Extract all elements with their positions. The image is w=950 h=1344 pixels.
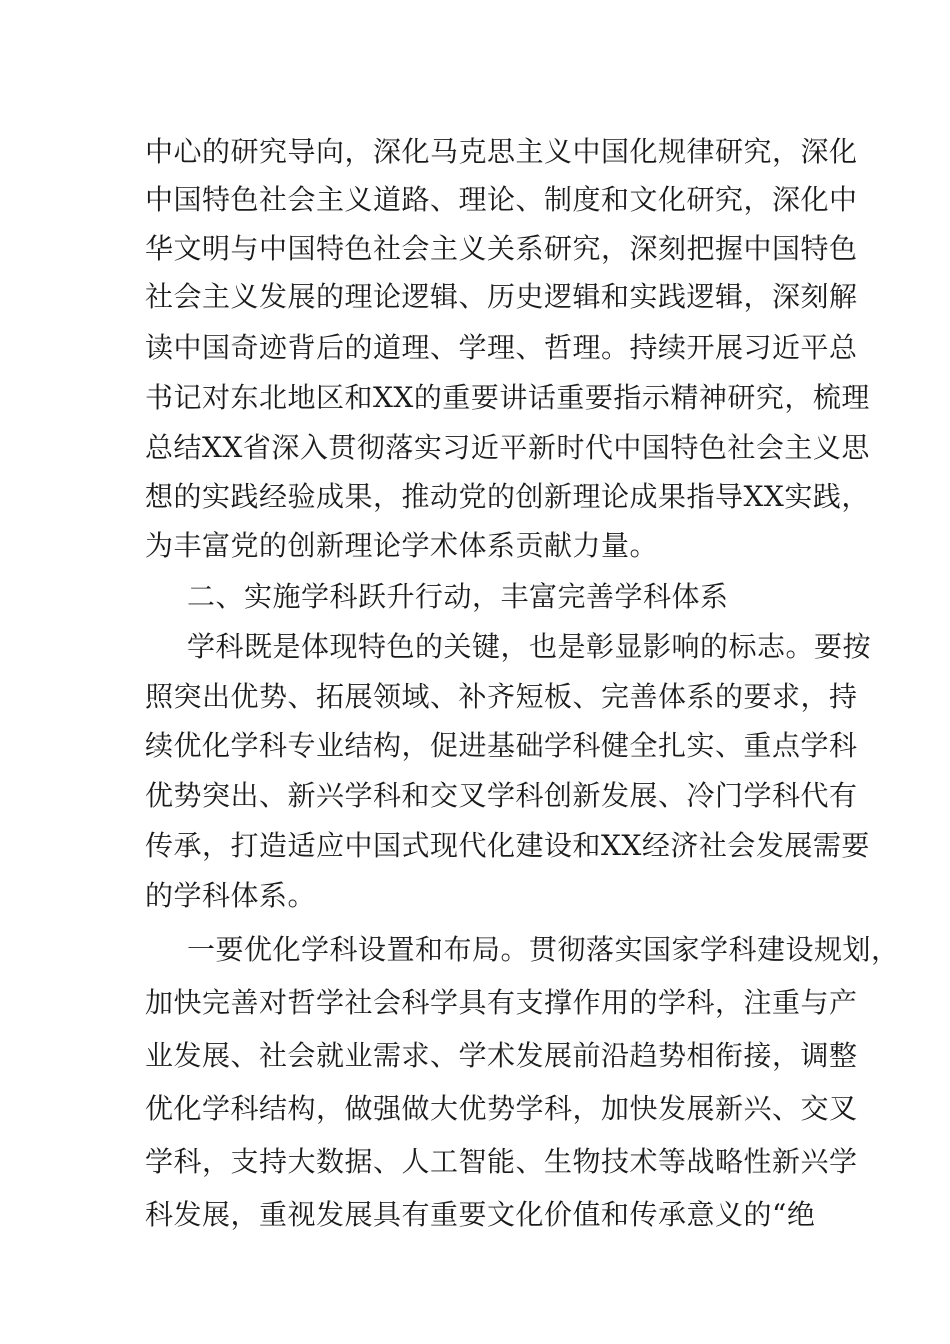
- paragraph-line: 优势突出、新兴学科和交叉学科创新发展、冷门学科代有: [145, 779, 858, 812]
- paragraph-line: 的学科体系。: [145, 879, 317, 912]
- section-heading: 二、实施学科跃升行动，丰富完善学科体系: [187, 580, 729, 613]
- paragraph-line: 中国特色社会主义道路、理论、制度和文化研究，深化中: [145, 183, 858, 216]
- paragraph-line: 照突出优势、拓展领域、补齐短板、完善体系的要求，持: [145, 680, 858, 713]
- paragraph-line: 华文明与中国特色社会主义关系研究，深刻把握中国特色: [145, 232, 858, 265]
- paragraph-line: 加快完善对哲学社会科学具有支撑作用的学科，注重与产: [145, 986, 858, 1019]
- paragraph-line: 读中国奇迹背后的道理、学理、哲理。持续开展习近平总: [145, 331, 858, 364]
- paragraph-line: 科发展，重视发展具有重要文化价值和传承意义的“绝: [145, 1198, 816, 1231]
- paragraph-line: 业发展、社会就业需求、学术发展前沿趋势相衔接，调整: [145, 1039, 858, 1072]
- paragraph-line: 学科，支持大数据、人工智能、生物技术等战略性新兴学: [145, 1145, 858, 1178]
- paragraph-line: 书记对东北地区和XX的重要讲话重要指示精神研究，梳理: [145, 381, 870, 414]
- paragraph-line: 学科既是体现特色的关键，也是彰显影响的标志。要按: [187, 630, 872, 663]
- paragraph-line: 续优化学科专业结构，促进基础学科健全扎实、重点学科: [145, 729, 858, 762]
- paragraph-line: 中心的研究导向，深化马克思主义中国化规律研究，深化: [145, 135, 858, 168]
- paragraph-line: 总结XX省深入贯彻落实习近平新时代中国特色社会主义思: [145, 431, 870, 464]
- paragraph-line: 一要优化学科设置和布局。贯彻落实国家学科建设规划，: [187, 933, 900, 966]
- paragraph-line: 为丰富党的创新理论学术体系贡献力量。: [145, 529, 659, 562]
- paragraph-line: 社会主义发展的理论逻辑、历史逻辑和实践逻辑，深刻解: [145, 280, 858, 313]
- paragraph-line: 传承，打造适应中国式现代化建设和XX经济社会发展需要: [145, 829, 870, 862]
- paragraph-line: 优化学科结构，做强做大优势学科，加快发展新兴、交叉: [145, 1092, 858, 1125]
- paragraph-line: 想的实践经验成果，推动党的创新理论成果指导XX实践，: [145, 480, 870, 513]
